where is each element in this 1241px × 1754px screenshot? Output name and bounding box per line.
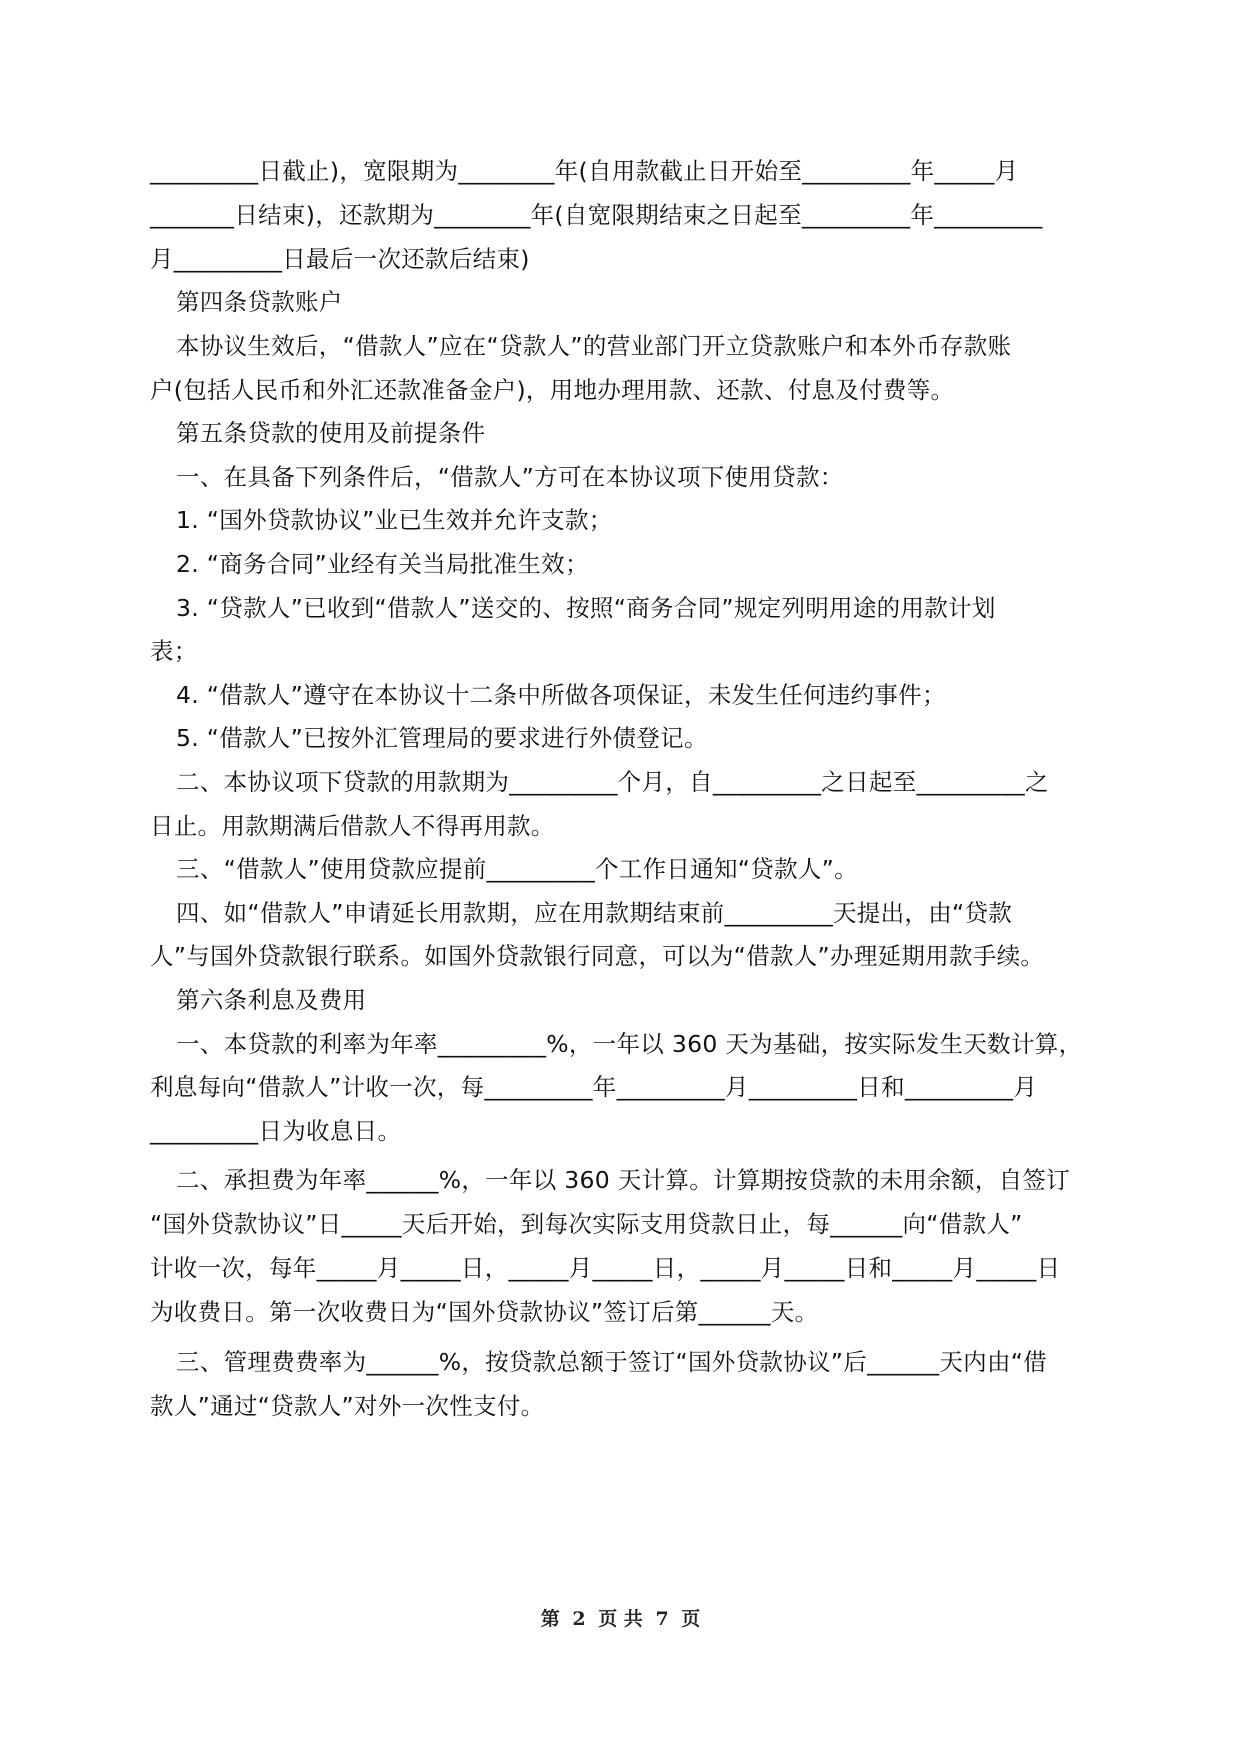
text-line: 款人”通过“贷款人”对外一次性支付。	[150, 1392, 545, 1420]
text-line: 本协议生效后，“借款人”应在“贷款人”的营业部门开立贷款账户和本外币存款账	[176, 332, 1012, 360]
section-heading: 第五条贷款的使用及前提条件	[176, 419, 486, 447]
text-line: 二、本协议项下贷款的用款期为_________个月，自_________之日起至_________之	[176, 768, 1049, 796]
text-line: 四、如“借款人”申请延长用款期，应在用款期结束前_________天提出，由“贷款	[176, 899, 1013, 927]
list-item: 2. “商务合同”业经有关当局批准生效；	[176, 550, 589, 578]
text-line: 一、本贷款的利率为年率_________%，一年以 360 天为基础，按实际发生天数计算，	[176, 1030, 1083, 1058]
text-line: 一、在具备下列条件后，“借款人”方可在本协议项下使用贷款：	[176, 463, 844, 491]
text-line: “国外贷款协议”日_____天后开始，到每次实际支用贷款日止，每______向“借款人”	[150, 1210, 1023, 1238]
text-line: 三、管理费费率为______%，按贷款总额于签订“国外贷款协议”后______天内由“借	[176, 1348, 1048, 1376]
list-item: 4. “借款人”遵守在本协议十二条中所做各项保证，未发生任何违约事件；	[176, 681, 946, 709]
text-line: _________日为收息日。	[150, 1117, 402, 1145]
text-line: 二、承担费为年率______%，一年以 360 天计算。计算期按贷款的未用余额，自签订	[176, 1166, 1071, 1194]
text-line: 利息每向“借款人”计收一次，每_________年_________月_________日和_________月	[150, 1073, 1038, 1101]
section-heading: 第四条贷款账户	[176, 288, 343, 316]
current-page-number: 2	[572, 1608, 586, 1630]
section-heading: 第六条利息及费用	[176, 986, 367, 1014]
page-footer	[0, 1604, 1241, 1631]
text-line: 计收一次，每年_____月_____日，_____月_____日，_____月_____日和_____月_____日	[150, 1254, 1061, 1282]
text-line: 户(包括人民币和外汇还款准备金户)，用地办理用款、还款、付息及付费等。	[150, 376, 955, 404]
footer-prefix: 第	[540, 1608, 560, 1630]
text-line: 人”与国外贷款银行联系。如国外贷款银行同意，可以为“借款人”办理延期用款手续。	[150, 942, 1045, 970]
text-line: 三、“借款人”使用贷款应提前_________个工作日通知“贷款人”。	[176, 855, 858, 883]
text-line: _________日截止)，宽限期为________年(自用款截止日开始至_________年_____月	[150, 157, 1019, 185]
footer-suffix: 页	[681, 1608, 701, 1630]
footer-middle: 页 共	[598, 1608, 643, 1630]
total-page-count: 7	[655, 1608, 669, 1630]
text-line: 表；	[150, 637, 198, 665]
text-line: _______日结束)，还款期为________年(自宽限期结束之日起至_________年_________	[150, 201, 1043, 229]
list-item: 1. “国外贷款协议”业已生效并允许支款；	[176, 506, 613, 534]
list-item: 3. “贷款人”已收到“借款人”送交的、按照“商务合同”规定列明用途的用款计划	[176, 594, 996, 622]
text-line: 月_________日最后一次还款后结束)	[150, 245, 530, 273]
text-line: 日止。用款期满后借款人不得再用款。	[150, 812, 555, 840]
list-item: 5. “借款人”已按外汇管理局的要求进行外债登记。	[176, 724, 708, 752]
text-line: 为收费日。第一次收费日为“国外贷款协议”签订后第______天。	[150, 1298, 819, 1326]
